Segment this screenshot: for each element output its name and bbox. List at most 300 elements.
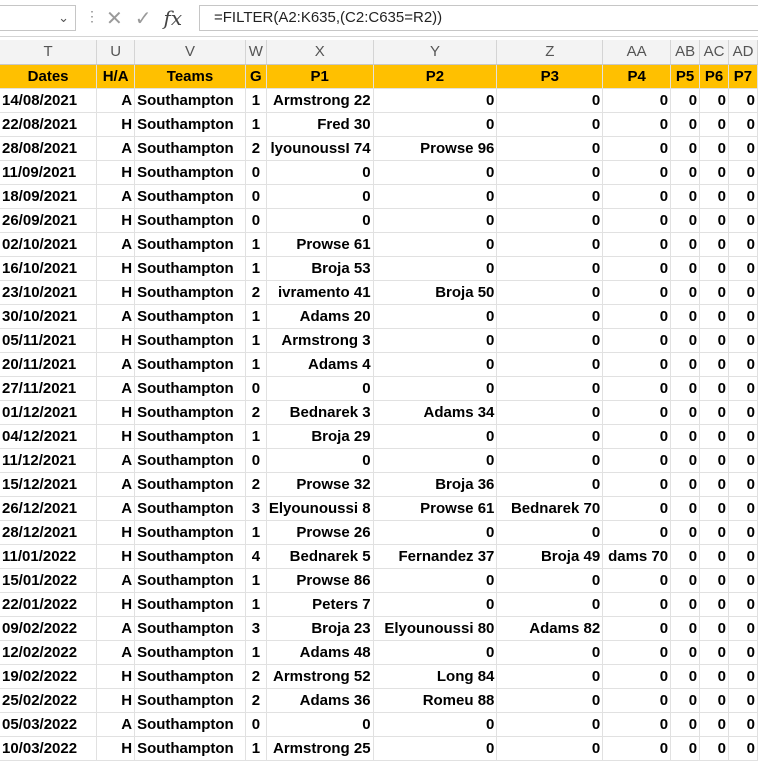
cell[interactable]: 0: [671, 664, 700, 688]
cell[interactable]: 0: [700, 712, 729, 736]
cell[interactable]: Southampton: [135, 712, 246, 736]
cell[interactable]: 0: [700, 424, 729, 448]
cell[interactable]: 0: [728, 160, 757, 184]
cell[interactable]: Adams 34: [373, 400, 497, 424]
cell[interactable]: lyounoussI 74: [266, 136, 373, 160]
cell[interactable]: 0: [728, 448, 757, 472]
cell[interactable]: Southampton: [135, 544, 246, 568]
cell[interactable]: 0: [373, 208, 497, 232]
chevron-down-icon[interactable]: ⌄: [58, 10, 69, 25]
cell[interactable]: 0: [728, 400, 757, 424]
column-header-ab[interactable]: AB: [671, 40, 700, 64]
cell[interactable]: 0: [728, 544, 757, 568]
cell[interactable]: 0: [373, 712, 497, 736]
cell[interactable]: Prowse 32: [266, 472, 373, 496]
cell[interactable]: A: [97, 496, 135, 520]
cell[interactable]: A: [97, 712, 135, 736]
cell[interactable]: 16/10/2021: [0, 256, 97, 280]
cell[interactable]: 0: [728, 304, 757, 328]
cell[interactable]: Southampton: [135, 352, 246, 376]
cell[interactable]: 0: [603, 664, 671, 688]
cell[interactable]: 0: [700, 472, 729, 496]
cell[interactable]: A: [97, 472, 135, 496]
cell[interactable]: 0: [497, 448, 603, 472]
cell[interactable]: 0: [603, 304, 671, 328]
cell[interactable]: H: [97, 736, 135, 760]
cell[interactable]: 10/03/2022: [0, 736, 97, 760]
cell[interactable]: 14/08/2021: [0, 88, 97, 112]
cell[interactable]: 0: [728, 112, 757, 136]
cell[interactable]: 0: [497, 472, 603, 496]
cell[interactable]: 0: [603, 736, 671, 760]
cell[interactable]: 0: [373, 352, 497, 376]
cell[interactable]: 1: [245, 568, 266, 592]
cell[interactable]: Southampton: [135, 328, 246, 352]
cell[interactable]: 0: [373, 640, 497, 664]
cell[interactable]: 0: [497, 136, 603, 160]
cell[interactable]: Southampton: [135, 424, 246, 448]
cell[interactable]: 0: [700, 736, 729, 760]
cell[interactable]: 0: [728, 640, 757, 664]
cell[interactable]: 1: [245, 592, 266, 616]
cell[interactable]: 15/12/2021: [0, 472, 97, 496]
cell[interactable]: 0: [373, 160, 497, 184]
cell[interactable]: 0: [671, 352, 700, 376]
cell[interactable]: Adams 4: [266, 352, 373, 376]
cell[interactable]: 0: [700, 304, 729, 328]
cell[interactable]: 0: [373, 424, 497, 448]
cell[interactable]: 0: [671, 544, 700, 568]
header-cell-p5[interactable]: P5: [671, 64, 700, 88]
cell[interactable]: 0: [671, 328, 700, 352]
cell[interactable]: 05/03/2022: [0, 712, 97, 736]
cell[interactable]: 0: [497, 256, 603, 280]
cell[interactable]: 0: [245, 208, 266, 232]
cell[interactable]: 22/08/2021: [0, 112, 97, 136]
cell[interactable]: 0: [245, 376, 266, 400]
cell[interactable]: ivramento 41: [266, 280, 373, 304]
cell[interactable]: A: [97, 304, 135, 328]
cell[interactable]: 0: [728, 496, 757, 520]
cell[interactable]: Southampton: [135, 496, 246, 520]
cell[interactable]: 0: [497, 424, 603, 448]
cell[interactable]: 0: [603, 232, 671, 256]
cell[interactable]: Adams 20: [266, 304, 373, 328]
cell[interactable]: 0: [671, 208, 700, 232]
cell[interactable]: 11/01/2022: [0, 544, 97, 568]
cell[interactable]: 0: [728, 592, 757, 616]
cell[interactable]: 0: [700, 328, 729, 352]
cell[interactable]: 0: [700, 136, 729, 160]
cell[interactable]: 0: [728, 184, 757, 208]
cell[interactable]: 0: [373, 568, 497, 592]
cell[interactable]: 0: [700, 616, 729, 640]
cell[interactable]: 0: [497, 160, 603, 184]
cell[interactable]: Adams 48: [266, 640, 373, 664]
cell[interactable]: 0: [603, 328, 671, 352]
cell[interactable]: 0: [671, 448, 700, 472]
enter-icon[interactable]: ✓: [134, 7, 152, 30]
cell[interactable]: 0: [373, 520, 497, 544]
header-cell-p3[interactable]: P3: [497, 64, 603, 88]
column-header-aa[interactable]: AA: [603, 40, 671, 64]
cell[interactable]: Southampton: [135, 136, 246, 160]
cell[interactable]: 0: [700, 352, 729, 376]
cell[interactable]: Southampton: [135, 472, 246, 496]
cell[interactable]: 0: [728, 736, 757, 760]
cell[interactable]: Armstrong 3: [266, 328, 373, 352]
cell[interactable]: 09/02/2022: [0, 616, 97, 640]
cell[interactable]: 2: [245, 136, 266, 160]
cell[interactable]: 0: [700, 376, 729, 400]
cell[interactable]: Southampton: [135, 304, 246, 328]
name-box[interactable]: [0, 5, 76, 31]
cell[interactable]: 0: [497, 304, 603, 328]
cell[interactable]: Southampton: [135, 568, 246, 592]
cell[interactable]: 0: [373, 88, 497, 112]
drag-handle-icon[interactable]: ⋮: [85, 8, 99, 24]
cell[interactable]: 0: [671, 256, 700, 280]
cell[interactable]: Prowse 61: [373, 496, 497, 520]
cell[interactable]: 1: [245, 520, 266, 544]
cell[interactable]: 0: [497, 664, 603, 688]
cell[interactable]: 27/11/2021: [0, 376, 97, 400]
cell[interactable]: 0: [671, 688, 700, 712]
cell[interactable]: 1: [245, 304, 266, 328]
cell[interactable]: 0: [671, 88, 700, 112]
cell[interactable]: Prowse 96: [373, 136, 497, 160]
cell[interactable]: Southampton: [135, 688, 246, 712]
header-cell-p2[interactable]: P2: [373, 64, 497, 88]
cell[interactable]: 1: [245, 328, 266, 352]
cell[interactable]: 0: [700, 208, 729, 232]
cell[interactable]: Adams 36: [266, 688, 373, 712]
cell[interactable]: 0: [497, 688, 603, 712]
cell[interactable]: H: [97, 400, 135, 424]
cell[interactable]: 2: [245, 664, 266, 688]
cell[interactable]: 0: [497, 232, 603, 256]
cell[interactable]: 1: [245, 424, 266, 448]
cell[interactable]: H: [97, 208, 135, 232]
cell[interactable]: Long 84: [373, 664, 497, 688]
cell[interactable]: 0: [373, 184, 497, 208]
header-cell-h-a[interactable]: H/A: [97, 64, 135, 88]
column-header-y[interactable]: Y: [373, 40, 497, 64]
cell[interactable]: 28/12/2021: [0, 520, 97, 544]
cell[interactable]: 0: [603, 496, 671, 520]
cell[interactable]: Elyounoussi 8: [266, 496, 373, 520]
cell[interactable]: 0: [603, 616, 671, 640]
cell[interactable]: 0: [603, 424, 671, 448]
cell[interactable]: 0: [245, 184, 266, 208]
cell[interactable]: 0: [671, 136, 700, 160]
cell[interactable]: 26/09/2021: [0, 208, 97, 232]
cell[interactable]: 0: [266, 208, 373, 232]
cell[interactable]: Fred 30: [266, 112, 373, 136]
cell[interactable]: H: [97, 688, 135, 712]
column-header-w[interactable]: W: [245, 40, 266, 64]
cell[interactable]: Broja 29: [266, 424, 373, 448]
cell[interactable]: Southampton: [135, 592, 246, 616]
cell[interactable]: 28/08/2021: [0, 136, 97, 160]
cell[interactable]: 1: [245, 256, 266, 280]
cell[interactable]: 0: [700, 568, 729, 592]
cell[interactable]: 0: [671, 400, 700, 424]
formula-input[interactable]: =FILTER(A2:K635,(C2:C635=R2)): [199, 5, 758, 31]
cell[interactable]: Southampton: [135, 448, 246, 472]
cell[interactable]: Southampton: [135, 640, 246, 664]
cell[interactable]: 0: [497, 640, 603, 664]
cell[interactable]: Southampton: [135, 112, 246, 136]
cell[interactable]: H: [97, 280, 135, 304]
cell[interactable]: 0: [603, 640, 671, 664]
cell[interactable]: 0: [603, 400, 671, 424]
cell[interactable]: 0: [728, 664, 757, 688]
cell[interactable]: 0: [700, 112, 729, 136]
cancel-icon[interactable]: ✕: [106, 7, 123, 30]
cell[interactable]: 0: [245, 160, 266, 184]
cell[interactable]: 2: [245, 688, 266, 712]
cell[interactable]: 0: [700, 496, 729, 520]
cell[interactable]: 0: [497, 328, 603, 352]
cell[interactable]: 0: [700, 688, 729, 712]
cell[interactable]: 0: [373, 256, 497, 280]
cell[interactable]: 0: [497, 280, 603, 304]
cell[interactable]: 0: [671, 280, 700, 304]
cell[interactable]: 11/09/2021: [0, 160, 97, 184]
header-cell-g[interactable]: G: [245, 64, 266, 88]
cell[interactable]: 2: [245, 472, 266, 496]
cell[interactable]: Prowse 86: [266, 568, 373, 592]
cell[interactable]: 1: [245, 112, 266, 136]
cell[interactable]: 0: [266, 712, 373, 736]
cell[interactable]: 0: [603, 256, 671, 280]
cell[interactable]: 0: [728, 280, 757, 304]
cell[interactable]: Southampton: [135, 520, 246, 544]
cell[interactable]: 0: [700, 592, 729, 616]
cell[interactable]: 0: [373, 232, 497, 256]
cell[interactable]: Southampton: [135, 256, 246, 280]
cell[interactable]: 05/11/2021: [0, 328, 97, 352]
cell[interactable]: H: [97, 424, 135, 448]
header-cell-p6[interactable]: P6: [700, 64, 729, 88]
cell[interactable]: 0: [728, 616, 757, 640]
cell[interactable]: 0: [700, 160, 729, 184]
cell[interactable]: H: [97, 592, 135, 616]
cell[interactable]: Southampton: [135, 616, 246, 640]
cell[interactable]: Fernandez 37: [373, 544, 497, 568]
cell[interactable]: 0: [671, 712, 700, 736]
cell[interactable]: 11/12/2021: [0, 448, 97, 472]
cell[interactable]: 0: [497, 376, 603, 400]
cell[interactable]: Armstrong 22: [266, 88, 373, 112]
cell[interactable]: 1: [245, 352, 266, 376]
cell[interactable]: 0: [373, 448, 497, 472]
cell[interactable]: Broja 50: [373, 280, 497, 304]
cell[interactable]: 0: [728, 376, 757, 400]
cell[interactable]: 0: [497, 520, 603, 544]
cell[interactable]: 0: [728, 520, 757, 544]
cell[interactable]: 0: [266, 376, 373, 400]
cell[interactable]: 0: [728, 88, 757, 112]
cell[interactable]: 15/01/2022: [0, 568, 97, 592]
cell[interactable]: 0: [603, 280, 671, 304]
cell[interactable]: 0: [373, 376, 497, 400]
cell[interactable]: 22/01/2022: [0, 592, 97, 616]
cell[interactable]: 19/02/2022: [0, 664, 97, 688]
cell[interactable]: 12/02/2022: [0, 640, 97, 664]
cell[interactable]: 0: [700, 544, 729, 568]
cell[interactable]: 0: [373, 304, 497, 328]
cell[interactable]: 0: [671, 304, 700, 328]
cell[interactable]: Elyounoussi 80: [373, 616, 497, 640]
cell[interactable]: 0: [245, 712, 266, 736]
cell[interactable]: 0: [266, 448, 373, 472]
cell[interactable]: 0: [728, 328, 757, 352]
cell[interactable]: 20/11/2021: [0, 352, 97, 376]
cell[interactable]: 0: [266, 184, 373, 208]
cell[interactable]: A: [97, 352, 135, 376]
cell[interactable]: A: [97, 184, 135, 208]
cell[interactable]: H: [97, 160, 135, 184]
cell[interactable]: 0: [700, 184, 729, 208]
cell[interactable]: 0: [728, 232, 757, 256]
cell[interactable]: Southampton: [135, 88, 246, 112]
cell[interactable]: Southampton: [135, 232, 246, 256]
cell[interactable]: 0: [728, 208, 757, 232]
cell[interactable]: 0: [603, 112, 671, 136]
cell[interactable]: 0: [497, 208, 603, 232]
cell[interactable]: 4: [245, 544, 266, 568]
cell[interactable]: 0: [497, 400, 603, 424]
cell[interactable]: A: [97, 232, 135, 256]
cell[interactable]: H: [97, 544, 135, 568]
cell[interactable]: 02/10/2021: [0, 232, 97, 256]
cell[interactable]: H: [97, 328, 135, 352]
cell[interactable]: Southampton: [135, 664, 246, 688]
cell[interactable]: 1: [245, 232, 266, 256]
cell[interactable]: Southampton: [135, 400, 246, 424]
cell[interactable]: H: [97, 256, 135, 280]
cell[interactable]: 0: [728, 352, 757, 376]
cell[interactable]: 0: [728, 688, 757, 712]
cell[interactable]: A: [97, 136, 135, 160]
cell[interactable]: 0: [671, 472, 700, 496]
cell[interactable]: 2: [245, 280, 266, 304]
cell[interactable]: 0: [671, 736, 700, 760]
cell[interactable]: 0: [700, 256, 729, 280]
cell[interactable]: 0: [373, 592, 497, 616]
cell[interactable]: 3: [245, 616, 266, 640]
header-cell-p1[interactable]: P1: [266, 64, 373, 88]
cell[interactable]: Peters 7: [266, 592, 373, 616]
cell[interactable]: 04/12/2021: [0, 424, 97, 448]
cell[interactable]: Southampton: [135, 160, 246, 184]
cell[interactable]: 0: [497, 184, 603, 208]
cell[interactable]: 0: [603, 448, 671, 472]
cell[interactable]: Adams 82: [497, 616, 603, 640]
cell[interactable]: 0: [728, 136, 757, 160]
cell[interactable]: 0: [603, 208, 671, 232]
cell[interactable]: 23/10/2021: [0, 280, 97, 304]
cell[interactable]: 0: [671, 568, 700, 592]
cell[interactable]: Prowse 61: [266, 232, 373, 256]
cell[interactable]: 0: [603, 376, 671, 400]
cell[interactable]: Southampton: [135, 280, 246, 304]
cell[interactable]: 01/12/2021: [0, 400, 97, 424]
cell[interactable]: 2: [245, 400, 266, 424]
cell[interactable]: 0: [497, 352, 603, 376]
cell[interactable]: 0: [671, 184, 700, 208]
column-header-ad[interactable]: AD: [728, 40, 757, 64]
insert-function-icon[interactable]: fx: [163, 6, 183, 30]
column-header-x[interactable]: X: [266, 40, 373, 64]
cell[interactable]: Armstrong 25: [266, 736, 373, 760]
cell[interactable]: 0: [497, 592, 603, 616]
cell[interactable]: H: [97, 112, 135, 136]
cell[interactable]: 30/10/2021: [0, 304, 97, 328]
header-cell-p7[interactable]: P7: [728, 64, 757, 88]
cell[interactable]: A: [97, 616, 135, 640]
cell[interactable]: 1: [245, 640, 266, 664]
header-cell-dates[interactable]: Dates: [0, 64, 97, 88]
cell[interactable]: 0: [728, 256, 757, 280]
cell[interactable]: 0: [671, 520, 700, 544]
cell[interactable]: 0: [603, 688, 671, 712]
cell[interactable]: 0: [603, 472, 671, 496]
cell[interactable]: Southampton: [135, 184, 246, 208]
cell[interactable]: 1: [245, 88, 266, 112]
cell[interactable]: 0: [671, 160, 700, 184]
cell[interactable]: 0: [728, 472, 757, 496]
cell[interactable]: 0: [671, 592, 700, 616]
cell[interactable]: 0: [700, 448, 729, 472]
cell[interactable]: Southampton: [135, 376, 246, 400]
cell[interactable]: 0: [373, 112, 497, 136]
cell[interactable]: A: [97, 448, 135, 472]
cell[interactable]: 0: [266, 160, 373, 184]
column-header-v[interactable]: V: [135, 40, 246, 64]
cell[interactable]: 0: [603, 184, 671, 208]
cell[interactable]: 0: [245, 448, 266, 472]
cell[interactable]: 0: [603, 136, 671, 160]
cell[interactable]: 0: [700, 520, 729, 544]
cell[interactable]: 0: [728, 568, 757, 592]
cell[interactable]: 0: [700, 664, 729, 688]
cell[interactable]: 0: [497, 712, 603, 736]
header-cell-teams[interactable]: Teams: [135, 64, 246, 88]
cell[interactable]: 25/02/2022: [0, 688, 97, 712]
cell[interactable]: A: [97, 568, 135, 592]
cell[interactable]: Bednarek 5: [266, 544, 373, 568]
cell[interactable]: 0: [603, 568, 671, 592]
cell[interactable]: 0: [603, 520, 671, 544]
cell[interactable]: Romeu 88: [373, 688, 497, 712]
cell[interactable]: 0: [671, 616, 700, 640]
cell[interactable]: Prowse 26: [266, 520, 373, 544]
cell[interactable]: Southampton: [135, 208, 246, 232]
cell[interactable]: Broja 23: [266, 616, 373, 640]
cell[interactable]: Bednarek 70: [497, 496, 603, 520]
cell[interactable]: 0: [603, 160, 671, 184]
cell[interactable]: 0: [700, 280, 729, 304]
cell[interactable]: 0: [603, 88, 671, 112]
cell[interactable]: 0: [700, 88, 729, 112]
cell[interactable]: 0: [700, 232, 729, 256]
column-header-u[interactable]: U: [97, 40, 135, 64]
column-header-z[interactable]: Z: [497, 40, 603, 64]
cell[interactable]: 0: [497, 88, 603, 112]
